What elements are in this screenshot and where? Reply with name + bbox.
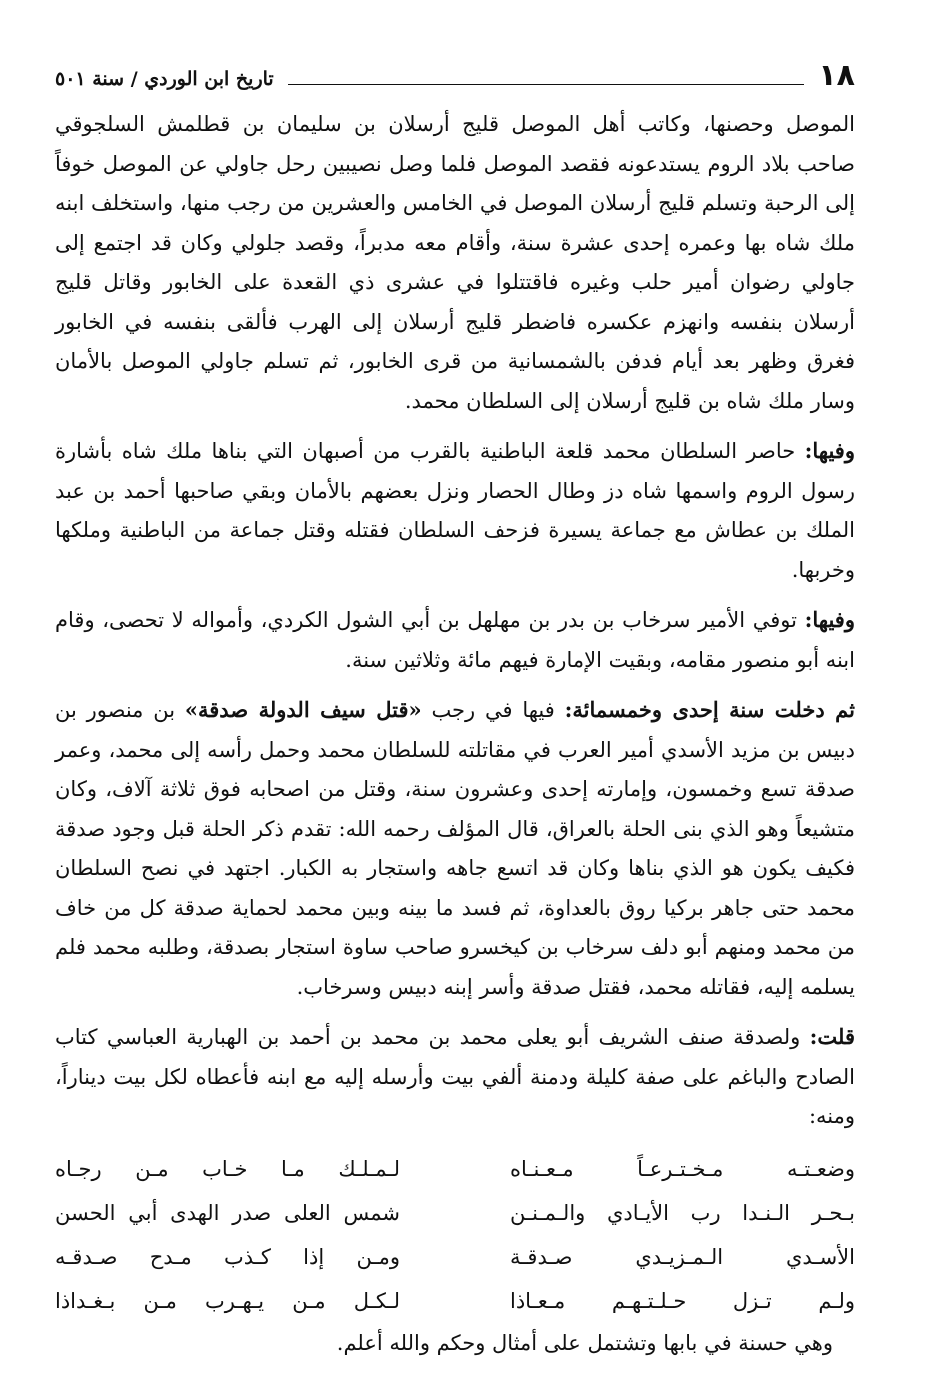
paragraph: [55, 690, 855, 1007]
page: [55, 35, 855, 1355]
page-number: ١٨: [818, 58, 855, 93]
paragraph-lead: وفيها:: [804, 438, 855, 463]
verse: [55, 1279, 855, 1323]
paragraph-lead: وفيها:: [804, 607, 855, 632]
paragraph: [55, 431, 855, 590]
paragraph-text: الموصل وحصنها، وكاتب أهل الموصل قليج أرسلان بن سليمان بن قطلمش السلجوقي صاحب بلاد الروم يستدعونه فقصد الموصل فلما وصل نصيبين رحل جاولي عن الموصل خوفاً إلى الرحبة وتسلم قليج أرسلان الموصل في الخامس والعشرين من رجب منها، واستخلف ابنه ملك شاه بها وعمره إحدى عشرة سنة، وأقام معه مدبراً، وقصد جلولي وكان قد اجتمع إلى جاولي رضوان أمير حلب وغيره فاقتتلوا في عشرى ذي القعدة على الخابور وقاتل قليج أرسلان بنفسه وانهزم عكسره فاضطر قليج أرسلان إلى الهرب فألقى بنفسه في الخابور فغرق وظهر بعد أيام فدفن بالشمسانية من قرى الخابور، ثم تسلم جاولي الموصل بالأمان وسار ملك شاه بن قليج أرسلان إلى السلطان محمد.: [55, 112, 856, 413]
verse: [55, 1147, 855, 1191]
verse-second-hemistich: لـمـلـك مـا خـاب مـن رجـاه: [55, 1156, 400, 1181]
paragraph: [55, 105, 855, 421]
verse: [55, 1191, 855, 1235]
verse-first-hemistich: الأسـدي الـمـزيـدي صـدقـة: [510, 1244, 855, 1269]
verse-first-hemistich: بـحـر الـنـدا رب الأيـادي والـمـنـن: [510, 1200, 855, 1225]
paragraph-text: توفي الأمير سرخاب بن بدر بن مهلهل بن أبي الشول الكردي، وأمواله لا تحصى، وقام ابنه أبو منصور مقامه، وبقيت الإمارة فيهم مائة وثلاثين سنة.: [55, 608, 855, 672]
paragraph-lead: قلت:: [809, 1024, 855, 1049]
paragraph: [55, 1017, 855, 1137]
paragraph: [55, 600, 855, 680]
verse-first-hemistich: ولـم تـزل حـلـتـهـم مـعـاذا: [510, 1288, 855, 1313]
running-title: تاريخ ابن الوردي / سنة ٥٠١: [55, 68, 274, 90]
body-text: [55, 105, 855, 1363]
verse-second-hemistich: شمس العلى صدر الهدى أبي الحسن: [55, 1200, 400, 1225]
poem: [55, 1147, 855, 1323]
running-header: [55, 35, 855, 91]
verse: [55, 1235, 855, 1279]
event-title: «قتل سيف الدولة صدقة»: [184, 697, 422, 722]
paragraph-text: حاصر السلطان محمد قلعة الباطنية بالقرب من أصبهان التي بناها ملك شاه بأشارة رسول الروم واسمها شاه دز وطال الحصار ونزل بعضهم بالأمان وبقي صاحبها أحمد بن عبد الملك بن عطاش مع جماعة يسيرة فزحف السلطان فقتله وقتل جماعة من الباطنية وملكها وخربها.: [55, 439, 855, 582]
verse-first-hemistich: وضعـتـه مـخـتـرعـاً مـعـنـاه: [510, 1156, 855, 1181]
paragraph-text: بن منصور بن دبيس بن مزيد الأسدي أمير العرب في مقاتلته للسلطان محمد وحمل رأسه إلى محمد، وعمر صدقة تسع وخمسون، وإمارته إحدى وعشرون سنة، وقتل من اصحابه فوق ثلاثة آلاف، وكان متشيعاً وهو الذي بنى الحلة بالعراق، قال المؤلف رحمه الله: تقدم ذكر الحلة قبل وجود صدقة فكيف يكون هو الذي بناها وكان قد اتسع جاهه واستجار به الكبار. اجتهد في نصح السلطان محمد حتى جاهر بركيا روق بالعداوة، ثم فسد ما بينه وبين محمد لحماية صدقة كل من خاف من محمد ومنهم أبو دلف سرخاب بن كيخسرو صاحب ساوة استجار بصدقة، وطلبه محمد فلم يسلمه إليه، فقاتله محمد، فقتل صدقة وأسر إبنه دبيس وسرخاب.: [55, 698, 855, 999]
closing-line: وهي حسنة في بابها وتشتمل على أمثال وحكم والله أعلم.: [336, 1330, 833, 1355]
verse-second-hemistich: لـكـل مـن يـهـرب مـن بـغـداذا: [55, 1288, 400, 1313]
verse-second-hemistich: ومـن إذا كـذب مـدح صـدقـه: [55, 1244, 400, 1269]
header-rule: [288, 84, 805, 85]
paragraph-text: ولصدقة صنف الشريف أبو يعلى محمد بن محمد بن أحمد بن الهبارية العباسي كتاب الصادح والباغم على صفة كليلة ودمنة ألفي بيت وأرسله إليه مع ابنه فأعطاه لكل بيت ديناراً، ومنه:: [55, 1025, 855, 1128]
paragraph-text: فيها في رجب: [431, 698, 555, 722]
section-heading: ثم دخلت سنة إحدى وخمسمائة:: [564, 697, 855, 722]
